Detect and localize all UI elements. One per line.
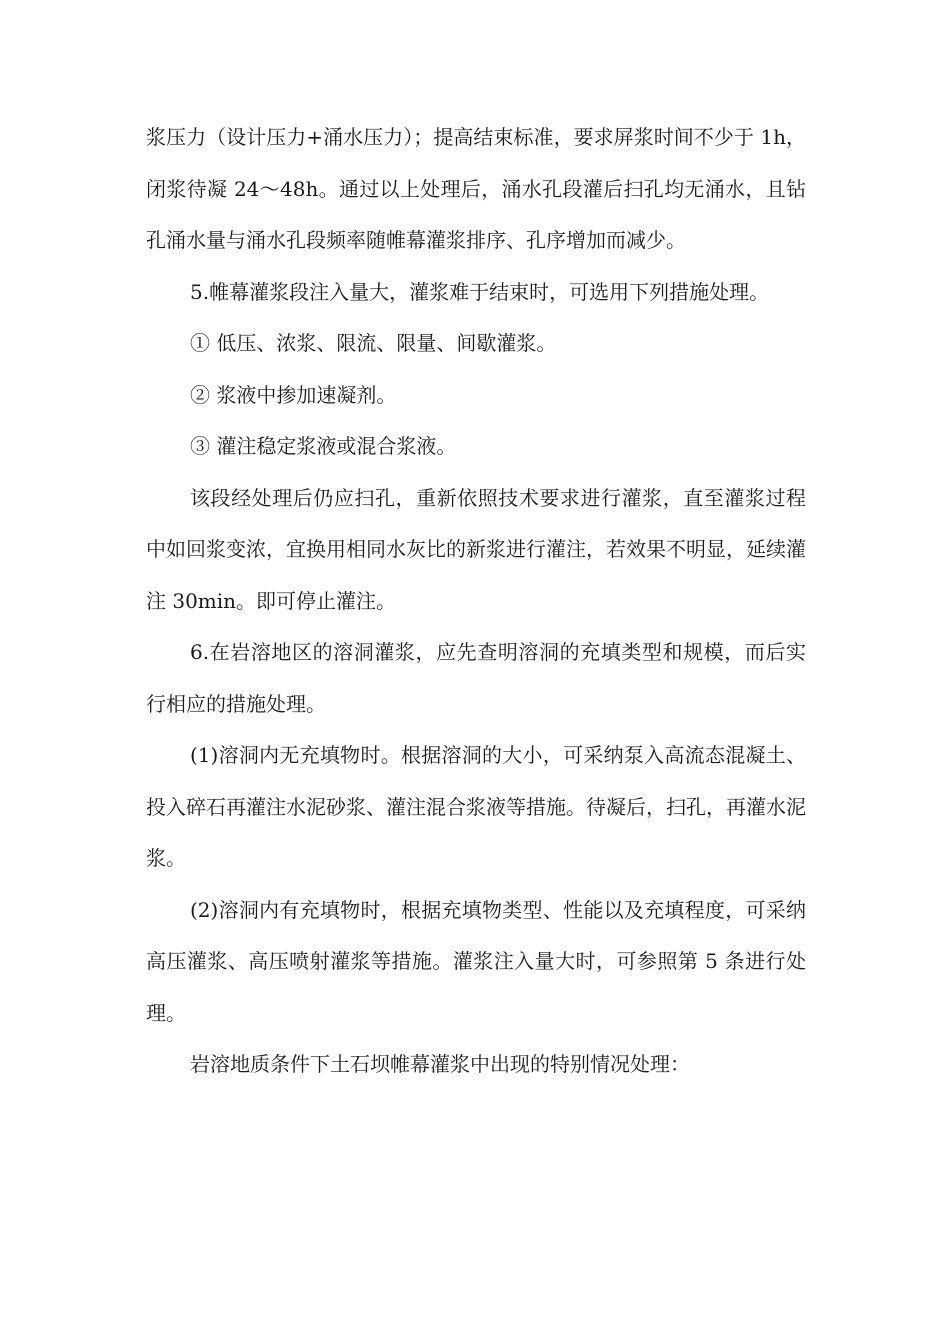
paragraph-item-5: 5.帷幕灌浆段注入量大，灌浆难于结束时，可选用下列措施处理。 xyxy=(190,279,770,304)
list-item-1: ① 低压、浓浆、限流、限量、间歇灌浆。 xyxy=(190,331,557,355)
paragraph-rescan: 该段经处理后仍应扫孔，重新依照技术要求进行灌浆，直至灌浆过程中如回浆变浓，宜换用相同水灰比的新浆进行灌注，若效果不明显，延续灌注 30min。即可停止灌注。 xyxy=(146,485,806,613)
paragraph-item-6: 6.在岩溶地区的溶洞灌浆，应先查明溶洞的充填类型和规模，而后实行相应的措施处理。 xyxy=(146,640,806,716)
list-item-3: ③ 灌注稳定浆液或混合浆液。 xyxy=(190,434,457,458)
list-item-2: ② 浆液中掺加速凝剂。 xyxy=(190,382,397,407)
document-body xyxy=(146,112,806,1091)
paragraph-grout-pressure: 浆压力（设计压力+涌水压力）；提高结束标准，要求屏浆时间不少于 1h，闭浆待凝 24～48h。通过以上处理后，涌水孔段灌后扫孔均无涌水，且钻孔涌水量与涌水孔段频率随帷幕灌浆排序、孔序增加而减少。 xyxy=(146,125,806,252)
paragraph-section-heading: 岩溶地质条件下土石坝帷幕灌浆中出现的特别情况处理： xyxy=(190,1052,690,1076)
paragraph-sub-2: (2)溶洞内有充填物时，根据充填物类型、性能以及充填程度，可采纳高压灌浆、高压喷射灌浆等措施。灌浆注入量大时，可参照第 5 条进行处理。 xyxy=(146,897,806,1025)
paragraph-sub-1: (1)溶洞内无充填物时。根据溶洞的大小，可采纳泵入高流态混凝土、投入碎石再灌注水泥砂浆、灌注混合浆液等措施。待凝后，扫孔，再灌水泥浆。 xyxy=(146,743,806,870)
